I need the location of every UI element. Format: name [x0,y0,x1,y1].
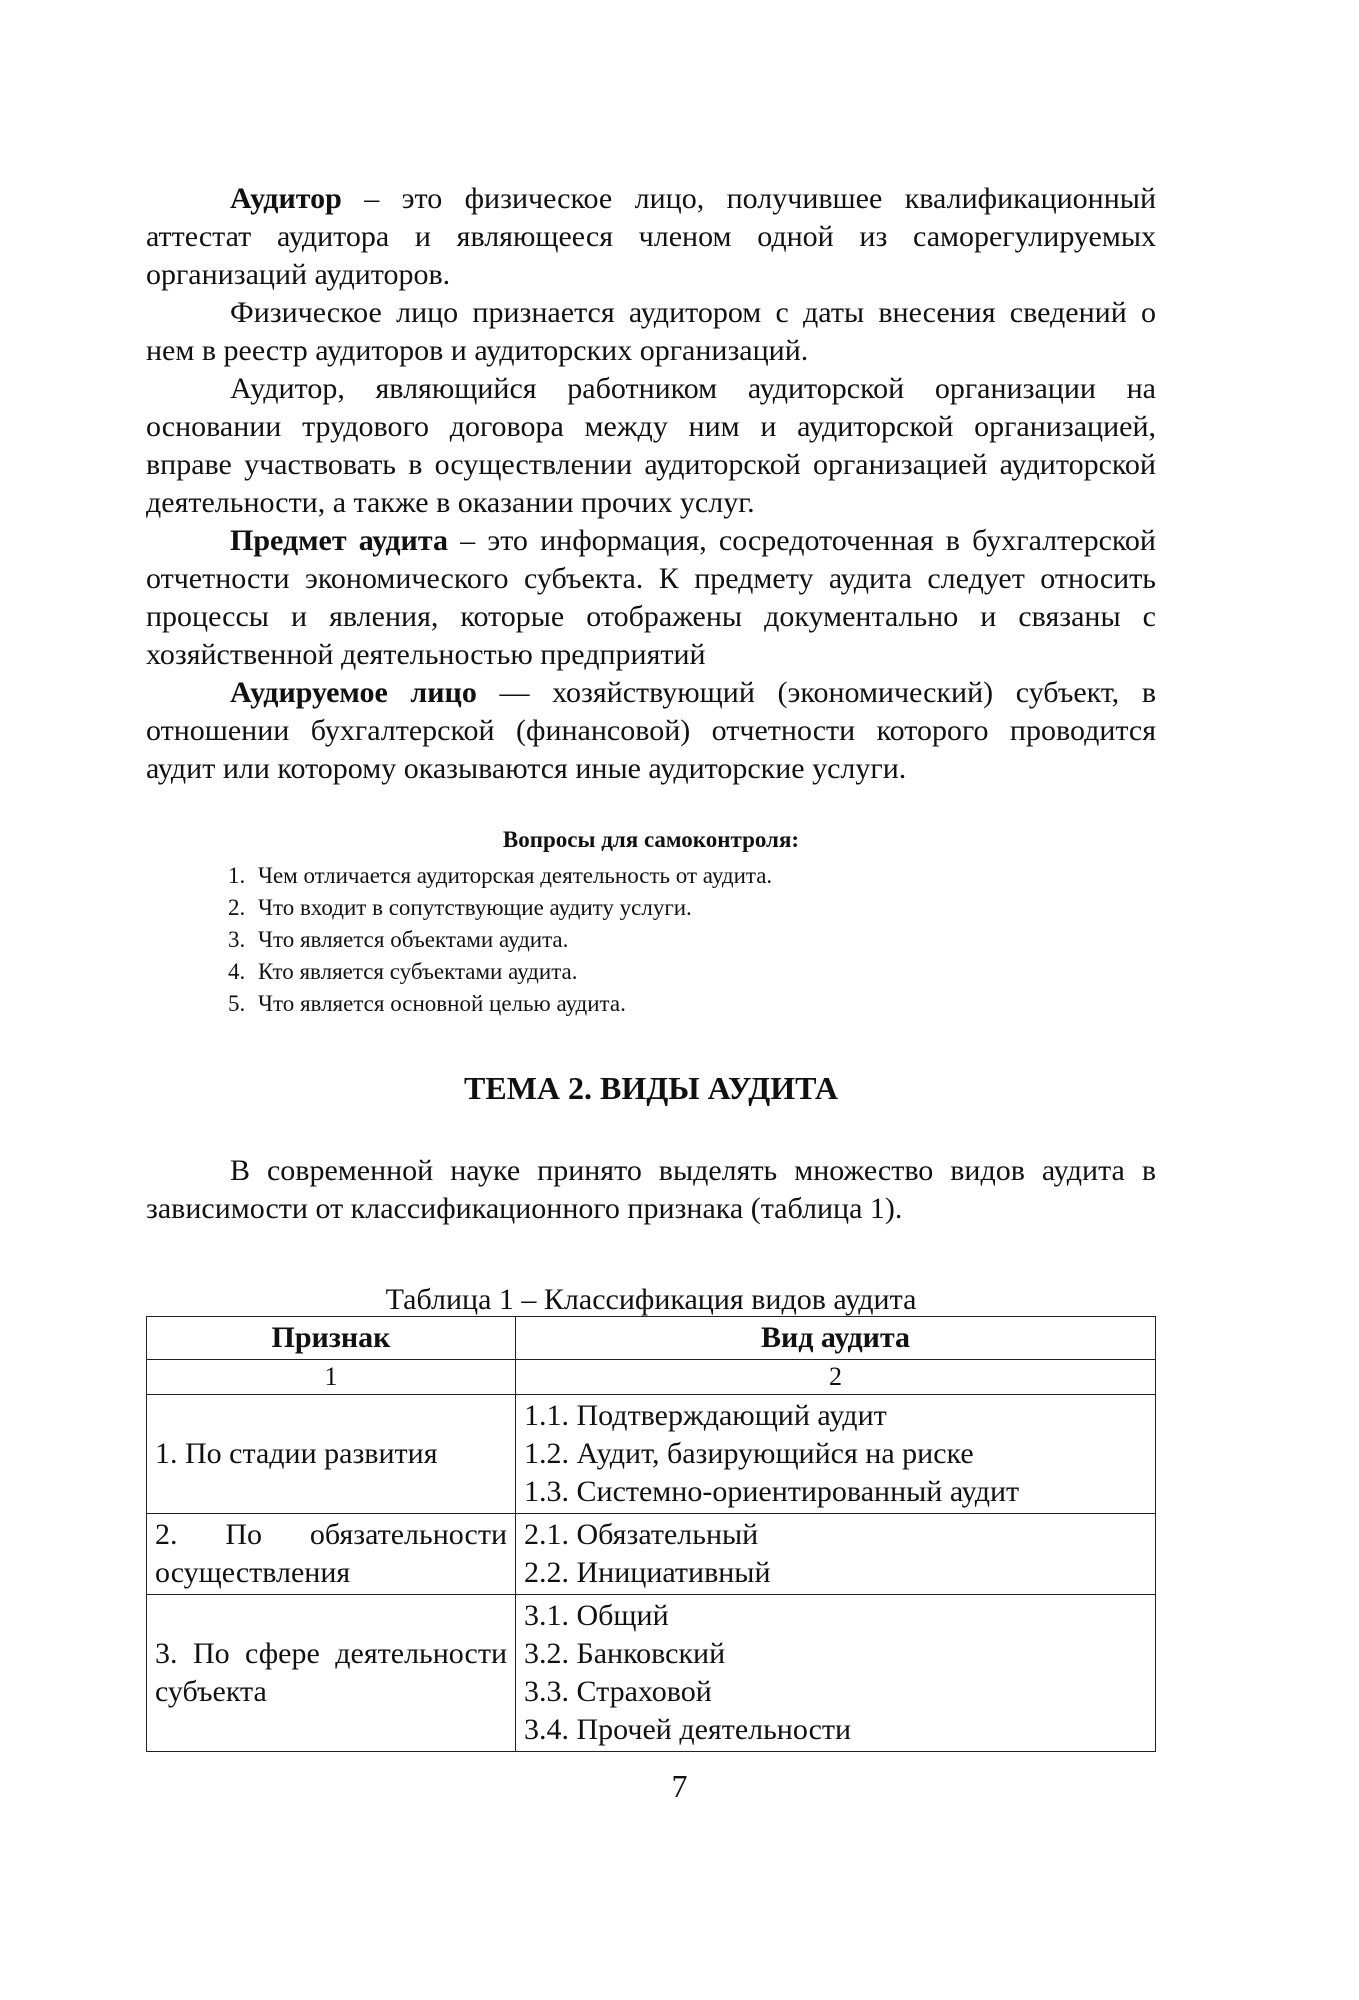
question-number: 1. [228,863,246,888]
kind-line: 3.3. Страховой [524,1675,712,1708]
paragraph-registry [146,294,1156,370]
question-item [228,924,1156,956]
sign-cell: 3. По сфере деятельности субъекта [147,1595,516,1752]
paragraph-text: – это физическое лицо, получившее квалификационный аттестат аудитора и являющееся членом одной из саморегулируемых организаций аудиторов. [146,182,1156,291]
kind-line: 3.2. Банковский [524,1637,726,1670]
paragraph-text: – это информация, сосредоточенная в бухгалтерской отчетности экономического субъекта. К предмету аудита следует относить процессы и явления, которые отображены документально и связаны с хозяйственной деятельностью предприятий [146,524,1156,671]
paragraph-audited-entity [146,674,1156,788]
paragraph-text: Физическое лицо признается аудитором с даты внесения сведений о нем в реестр аудиторов и аудиторских организаций. [146,296,1156,367]
question-text: Чем отличается аудиторская деятельность от аудита. [258,863,773,888]
sign-cell: 1. По стадии развития [147,1395,516,1514]
question-number: 5. [228,991,246,1016]
page-number: 7 [671,1768,688,1804]
kind-line: 2.2. Инициативный [524,1556,771,1589]
question-number: 2. [228,895,246,920]
term-auditor: Аудитор [230,182,342,215]
header-sign: Признак [147,1317,516,1360]
questions-list [146,860,1156,1020]
kind-line: 1.1. Подтверждающий аудит [524,1399,887,1432]
term-subject: Предмет аудита [230,524,448,557]
kind-line: 2.1. Обязательный [524,1518,759,1551]
question-text: Что входит в сопутствующие аудиту услуги. [258,895,692,920]
question-text: Что является основной целью аудита. [258,991,626,1016]
table-caption: Таблица 1 – Классификация видов аудита [385,1283,917,1316]
term-audited-entity: Аудируемое лицо [230,676,477,709]
column-number: 1 [147,1360,516,1395]
question-item [228,956,1156,988]
kind-line: 3.4. Прочей деятельности [524,1713,852,1746]
header-kind: Вид аудита [516,1317,1156,1360]
sign-cell: 2. По обязательности осуществления [147,1514,516,1595]
self-check-questions [146,824,1156,1020]
question-number: 3. [228,927,246,952]
kind-cell [516,1395,1156,1514]
question-text: Что является объектами аудита. [258,927,569,952]
paragraph-text: Аудитор, являющийся работником аудиторской организации на основании трудового договора между ним и аудиторской организацией, вправе участвовать в осуществлении аудиторской организацией аудиторской деятельности, а также в оказании прочих услуг. [146,372,1156,519]
page-content [146,180,1156,1752]
topic-heading: ТЕМА 2. ВИДЫ АУДИТА [464,1070,838,1106]
paragraph-employee [146,370,1156,522]
kind-line: 3.1. Общий [524,1599,669,1632]
classification-table [146,1316,1156,1752]
paragraph-auditor [146,180,1156,294]
questions-title: Вопросы для самоконтроля: [502,827,800,852]
column-number: 2 [516,1360,1156,1395]
table-header-row [147,1317,1156,1360]
table-row [147,1395,1156,1514]
paragraph-text: — хозяйствующий (экономический) субъект, в отношении бухгалтерской (финансовой) отчетности которого проводится аудит или которому оказываются иные аудиторские услуги. [146,676,1156,785]
column-number-row [147,1360,1156,1395]
question-item [228,860,1156,892]
table-row [147,1514,1156,1595]
kind-cell [516,1595,1156,1752]
kind-cell [516,1514,1156,1595]
intro-paragraph: В современной науке принято выделять множество видов аудита в зависимости от классификационного признака (таблица 1). [146,1154,1156,1225]
question-text: Кто является субъектами аудита. [258,959,578,984]
table-row [147,1595,1156,1752]
question-number: 4. [228,959,246,984]
kind-line: 1.3. Системно-ориентированный аудит [524,1475,1020,1508]
paragraph-subject [146,522,1156,674]
question-item [228,892,1156,924]
kind-line: 1.2. Аудит, базирующийся на риске [524,1437,974,1470]
question-item [228,988,1156,1020]
